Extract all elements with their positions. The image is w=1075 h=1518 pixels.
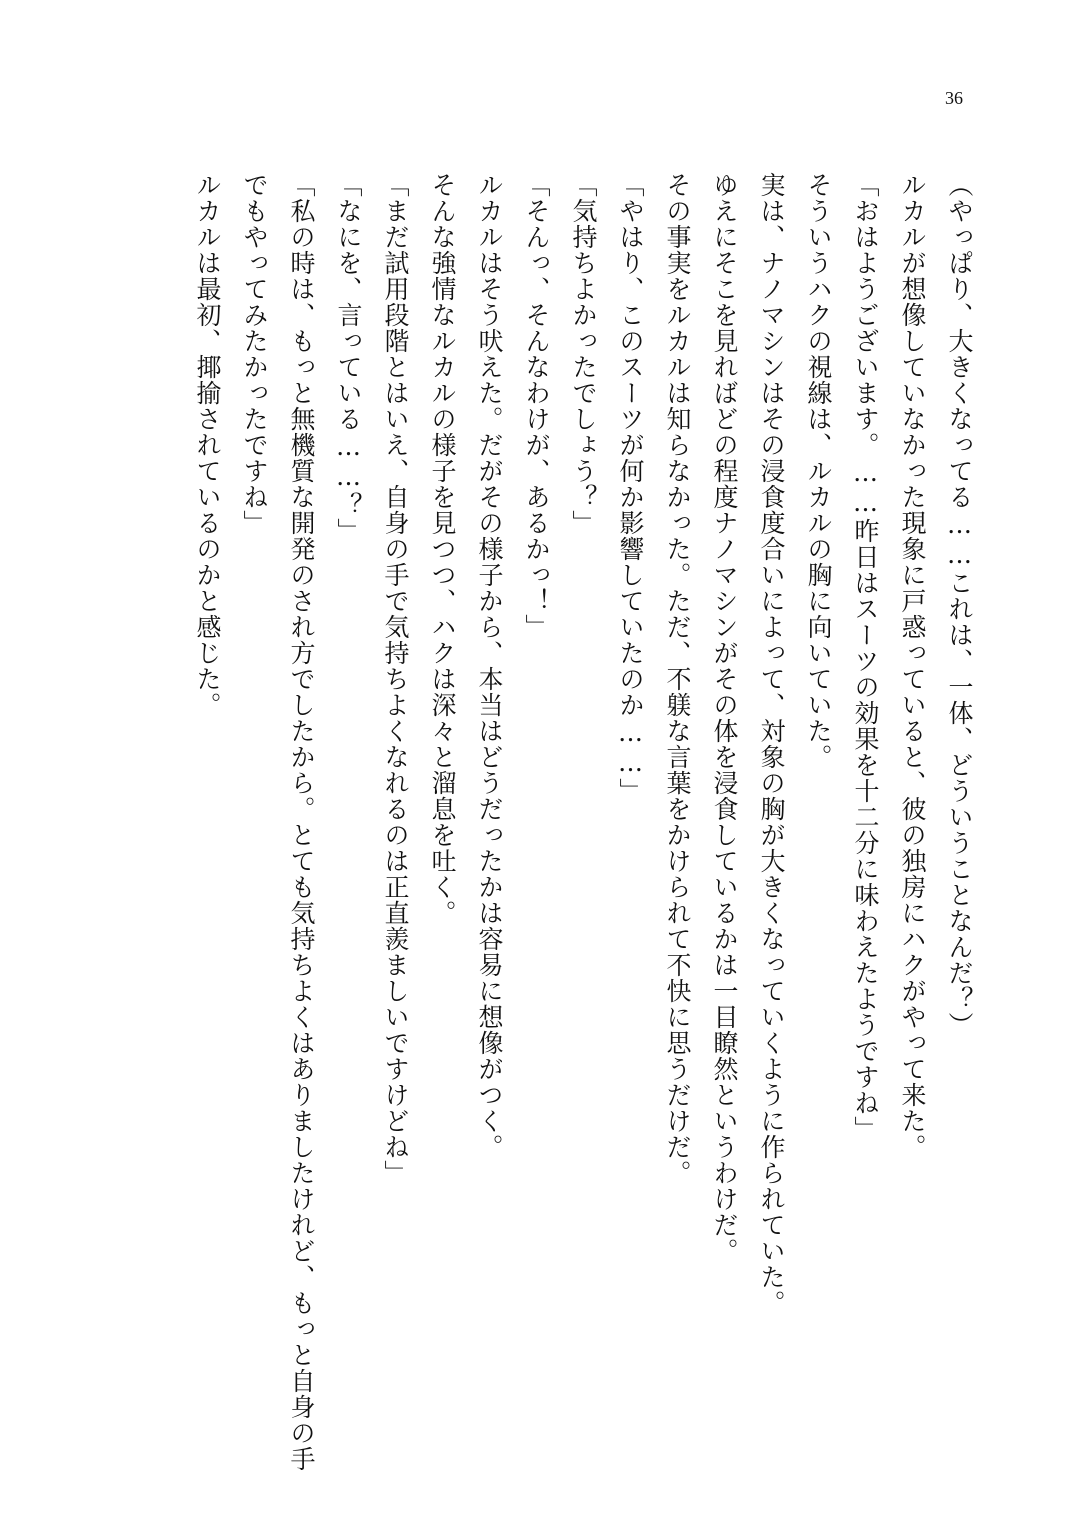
text-line: 「私の時は、もっと無機質な開発のされ方でしたから。とても気持ちよくはありましたけれど、もっと自身の手 <box>287 172 316 1472</box>
text-line: ルカルは最初、揶揄されているのかと感じた。 <box>193 172 222 718</box>
text-line: 「まだ試用段階とはいえ、自身の手で気持ちよくなれるのは正直羨ましいですけどね」 <box>381 172 410 1186</box>
body-text <box>184 172 983 1472</box>
text-line: そういうハクの視線は、ルカルの胸に向いていた。 <box>804 172 833 770</box>
text-line: 「そんっ、そんなわけが、あるかっ！」 <box>522 172 551 640</box>
text-line: （やっぱり、大きくなってる……これは、一体、どういうことなんだ？） <box>945 172 974 1038</box>
text-line: ルカルはそう吠えた。だがその様子から、本当はどうだったかは容易に想像がつく。 <box>475 172 504 1160</box>
text-line: 実は、ナノマシンはその浸食度合いによって、対象の胸が大きくなっていくように作られていた。 <box>757 172 786 1316</box>
text-line: でもやってみたかったですね」 <box>240 172 269 536</box>
text-line: ゆえにそこを見ればどの程度ナノマシンがその体を浸食しているかは一目瞭然というわけだ。 <box>710 172 739 1264</box>
text-line: ルカルが想像していなかった現象に戸惑っていると、彼の独房にハクがやって来た。 <box>898 172 927 1160</box>
text-line: 「気持ちよかったでしょう？」 <box>569 172 598 536</box>
text-line: 「なにを、言っている……？」 <box>334 172 363 544</box>
text-line: 「やはり、このスーツが何か影響していたのか……」 <box>616 172 645 804</box>
text-line: 「おはようございます。……昨日はスーツの効果を十二分に味わえたようですね」 <box>851 172 880 1142</box>
text-line: その事実をルカルは知らなかった。ただ、不躾な言葉をかけられて不快に思うだけだ。 <box>663 172 692 1186</box>
page-number: 36 <box>945 88 963 108</box>
text-line: そんな強情なルカルの様子を見つつ、ハクは深々と溜息を吐く。 <box>428 172 457 926</box>
